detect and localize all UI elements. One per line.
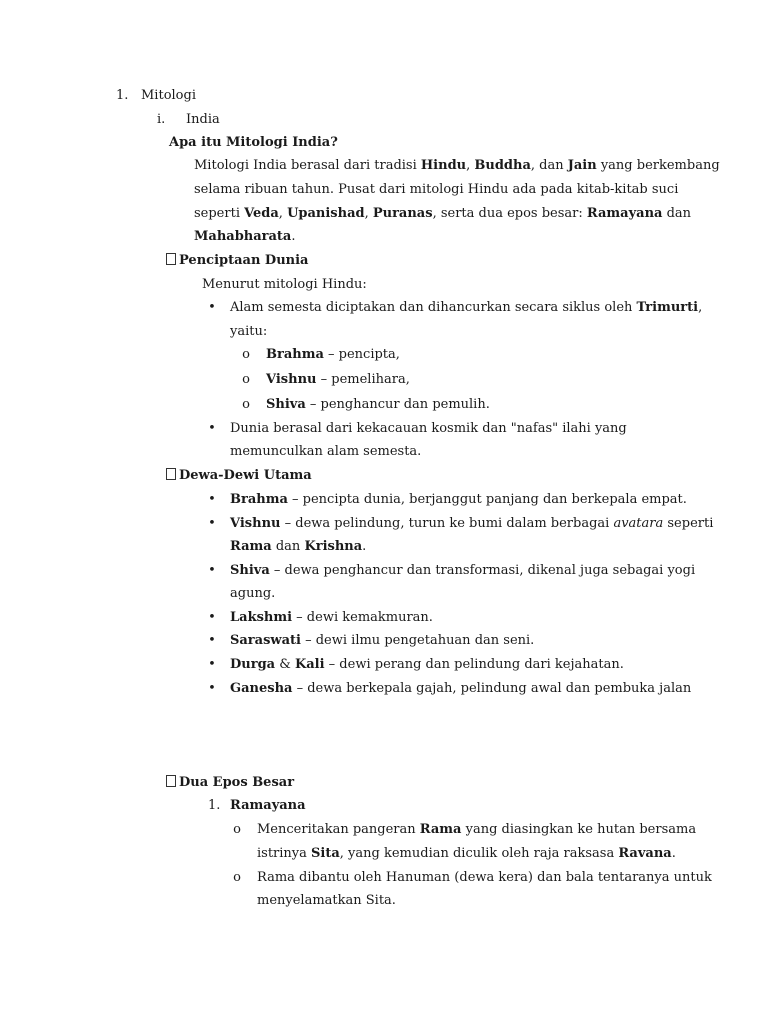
missing-glyph-icon — [166, 468, 176, 480]
god-brahma: Brahma – pencipta dunia, berjanggut panjang dan berkepala empat. — [230, 492, 687, 507]
heading-apa-itu: Apa itu Mitologi India? — [169, 135, 338, 150]
god-lakshmi: Lakshmi – dewi kemakmuran. — [230, 610, 433, 625]
bullet-icon: • — [208, 516, 216, 531]
god-vishnu: Vishnu – dewa pelindung, turun ke bumi dalam berbagai avatara seperti — [230, 516, 714, 531]
god-vishnu-cont: Rama dan Krishna. — [230, 539, 367, 554]
list-number: 1. — [116, 88, 129, 103]
bullet-icon: • — [208, 563, 216, 578]
intro-line-3: seperti Veda, Upanishad, Puranas, serta dua epos besar: Ramayana dan — [194, 206, 692, 221]
missing-glyph-icon — [166, 253, 176, 265]
heading-dua-epos: Dua Epos Besar — [166, 775, 294, 791]
epic-item-1: Menceritakan pangeran Rama yang diasingkan ke hutan bersama — [257, 822, 697, 837]
creation-bullet-1-cont: yaitu: — [230, 324, 268, 339]
trimurti-brahma: Brahma – pencipta, — [266, 347, 400, 362]
god-saraswati: Saraswati – dewi ilmu pengetahuan dan seni. — [230, 633, 535, 648]
sublist-number: i. — [157, 112, 166, 127]
sub-bullet-icon: o — [242, 397, 250, 412]
epic-item-2-cont: menyelamatkan Sita. — [257, 893, 396, 908]
bullet-icon: • — [208, 633, 216, 648]
bullet-icon: • — [208, 610, 216, 625]
bullet-icon: • — [208, 300, 216, 315]
epic-number: 1. — [208, 798, 221, 813]
sub-bullet-icon: o — [233, 822, 241, 837]
god-shiva: Shiva – dewa penghancur dan transformasi, dikenal juga sebagai yogi — [230, 563, 696, 578]
subsection-title-india: India — [186, 112, 220, 127]
creation-bullet-2-cont: memunculkan alam semesta. — [230, 444, 422, 459]
epic-item-2: Rama dibantu oleh Hanuman (dewa kera) dan bala tentaranya untuk — [257, 870, 712, 885]
missing-glyph-icon — [166, 775, 176, 787]
intro-line-1: Mitologi India berasal dari tradisi Hindu, Buddha, dan Jain yang berkembang — [194, 158, 720, 173]
section-title-mitologi: Mitologi — [141, 88, 196, 103]
bullet-icon: • — [208, 681, 216, 696]
trimurti-shiva: Shiva – penghancur dan pemulih. — [266, 397, 490, 412]
epic-item-1-cont: istrinya Sita, yang kemudian diculik oleh raja raksasa Ravana. — [257, 846, 676, 861]
trimurti-vishnu: Vishnu – pemelihara, — [266, 372, 410, 387]
sub-bullet-icon: o — [242, 372, 250, 387]
bullet-icon: • — [208, 492, 216, 507]
god-ganesha: Ganesha – dewa berkepala gajah, pelindung awal dan pembuka jalan — [230, 681, 692, 696]
god-durga-kali: Durga & Kali – dewi perang dan pelindung dari kejahatan. — [230, 657, 624, 672]
epic-title-ramayana: Ramayana — [230, 798, 306, 813]
bullet-icon: • — [208, 657, 216, 672]
bullet-icon: • — [208, 421, 216, 436]
intro-line-4: Mahabharata. — [194, 229, 296, 244]
sub-bullet-icon: o — [233, 870, 241, 885]
god-shiva-cont: agung. — [230, 586, 276, 601]
intro-line-2: selama ribuan tahun. Pusat dari mitologi Hindu ada pada kitab-kitab suci — [194, 182, 679, 197]
heading-penciptaan-dunia: Penciptaan Dunia — [166, 253, 308, 269]
creation-bullet-2: Dunia berasal dari kekacauan kosmik dan "nafas" ilahi yang — [230, 421, 627, 436]
sub-bullet-icon: o — [242, 347, 250, 362]
creation-bullet-1: Alam semesta diciptakan dan dihancurkan secara siklus oleh Trimurti, — [230, 300, 703, 315]
heading-dewa-dewi: Dewa-Dewi Utama — [166, 468, 312, 484]
creation-intro: Menurut mitologi Hindu: — [202, 277, 367, 292]
